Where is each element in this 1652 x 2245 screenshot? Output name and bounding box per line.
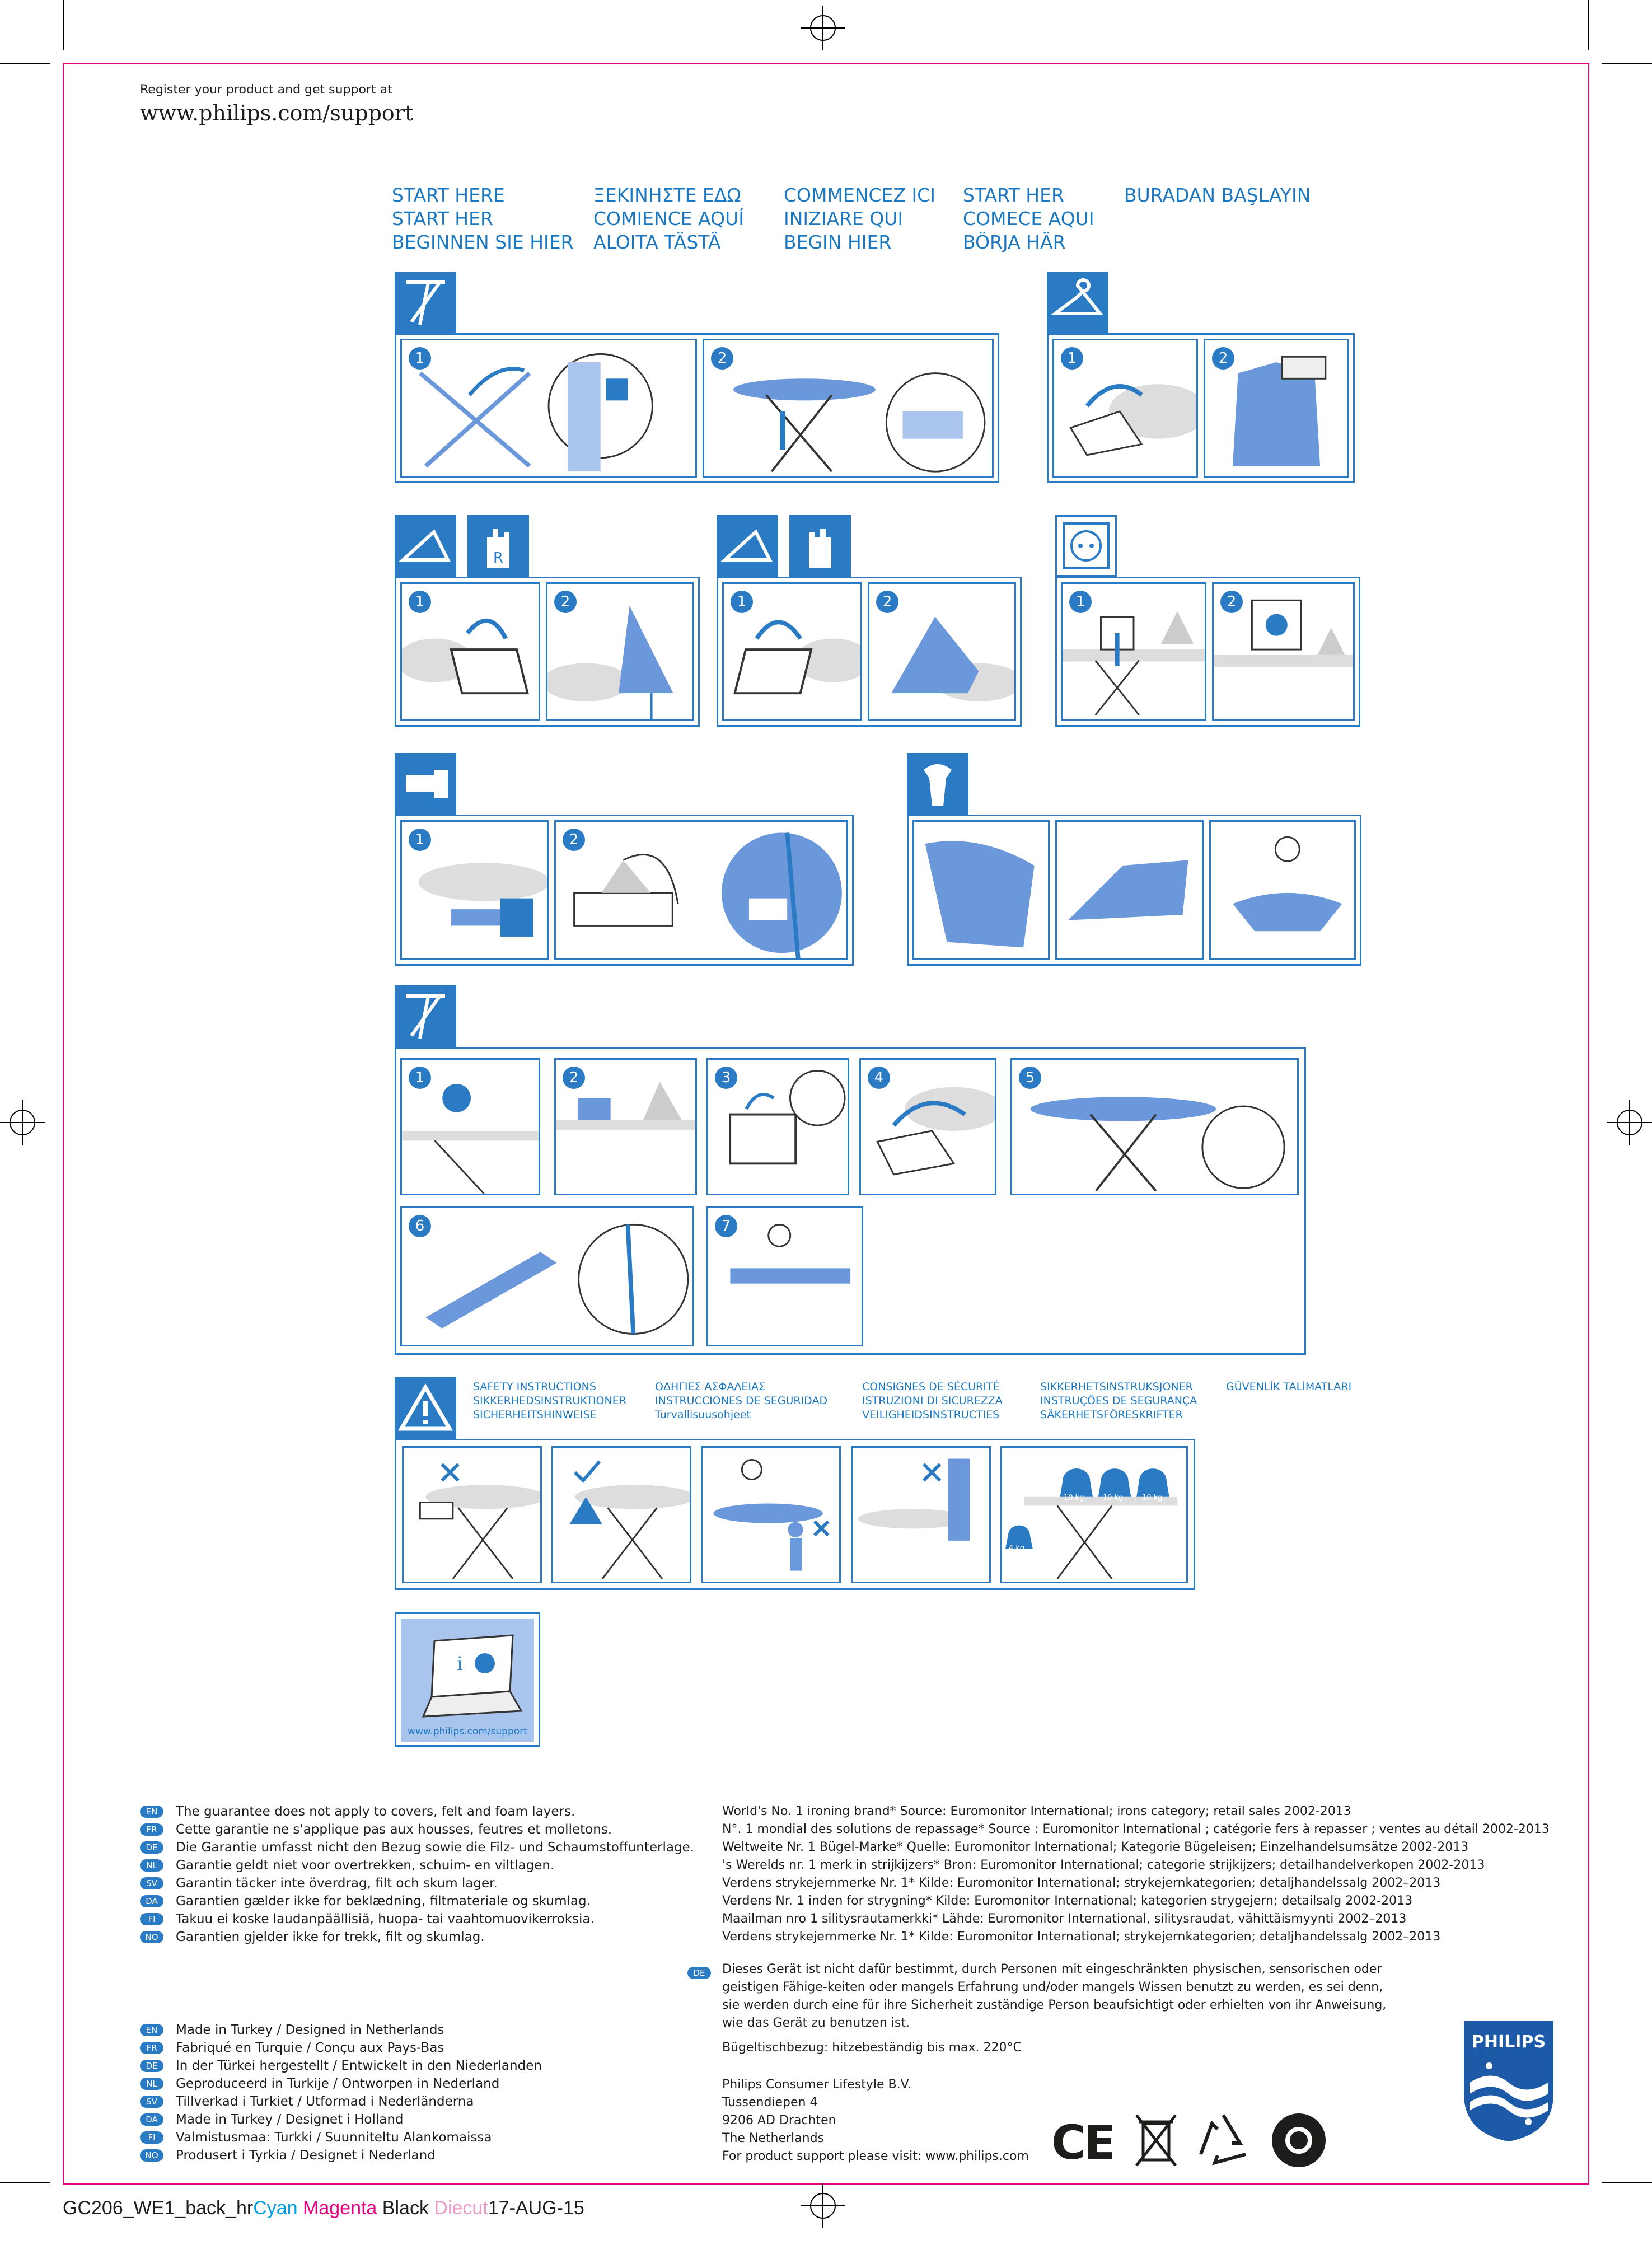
cord-holder-icon <box>395 753 456 815</box>
ok-rest-illustration <box>553 1448 690 1582</box>
step-number: 7 <box>715 1215 737 1237</box>
step-number: 4 <box>868 1067 890 1089</box>
de-notice-line: sie werden durch eine für ihre Sicherheit zuständige Person beaufsichtigt oder erhielten von ihr Anweisung, <box>722 1998 1387 2012</box>
start-here-text: ALOITA TÄSTÄ <box>593 231 721 253</box>
shoulder-step-2 <box>1055 820 1204 960</box>
hanger-step-2 <box>1204 339 1349 478</box>
brand-claim: 's Werelds nr. 1 merk in strijkijzers* Bron: Euromonitor International; categorie strijkijzers; detailhandelverkopen 2002-2013 <box>722 1858 1485 1872</box>
list-item <box>140 1910 694 1928</box>
guarantee-text: Garantin täcker inte överdrag, filt och skum lager. <box>176 1876 498 1891</box>
shirt-on-tip-illustration <box>914 822 1048 958</box>
hanger-glyph <box>1047 272 1108 333</box>
address-line: Tussendiepen 4 <box>722 2096 818 2110</box>
svg-text:i: i <box>457 1653 463 1675</box>
address-line: For product support please visit: www.philips.com <box>722 2149 1029 2163</box>
register-text: Register your product and get support at <box>140 83 392 97</box>
registration-mark <box>0 1100 45 1145</box>
safety-max-load <box>1000 1446 1188 1583</box>
start-here-col-3 <box>784 184 935 254</box>
list-item <box>140 1821 694 1839</box>
safety-col-3 <box>862 1380 1003 1422</box>
sleeve-illustration <box>1057 822 1202 958</box>
start-here-text: BEGINNEN SIE HIER <box>392 231 574 253</box>
de-notice-line: wie das Gerät zu benutzen ist. <box>722 2016 910 2030</box>
person-ironing-illustration <box>1211 822 1354 958</box>
list-item <box>140 1928 694 1946</box>
step-number: 2 <box>563 1067 585 1089</box>
safety-heading: ΟΔΗΓΙΕΣ ΑΣΦΑΛΕΙΑΣ <box>655 1381 766 1393</box>
lang-badge: EN <box>140 2024 163 2036</box>
lang-badge: FI <box>140 2131 163 2144</box>
iron-rest-step-2 <box>546 582 694 721</box>
weight-label: 10 kg <box>1064 1494 1084 1502</box>
ce-mark: CE <box>1051 2115 1114 2170</box>
socket-step-2 <box>1212 582 1355 721</box>
iron-rest-step-1 <box>400 582 540 721</box>
safety-heading: INSTRUCCIONES DE SEGURIDAD <box>655 1395 828 1407</box>
board-height-illustration <box>704 340 992 476</box>
slug-date: 17-AUG-15 <box>488 2197 584 2219</box>
safety-no-children <box>701 1446 841 1583</box>
hanger-step-1 <box>1052 339 1198 478</box>
safety-heading: GÜVENLİK TALİMATLARI <box>1226 1381 1352 1393</box>
fold-away-step-5 <box>1010 1058 1299 1195</box>
iron-glyph <box>717 515 778 577</box>
guarantee-text: Cette garantie ne s'applique pas aux housses, feutres et molletons. <box>176 1822 612 1837</box>
lang-badge: FR <box>140 1823 163 1836</box>
lang-badge: FR <box>140 2042 163 2054</box>
de-notice-line: Dieses Gerät ist nicht dafür bestimmt, durch Personen mit eingeschränkten physischen, sensorischen oder <box>722 1962 1382 1976</box>
list-item <box>140 2039 542 2057</box>
step-number: 1 <box>409 347 431 370</box>
no-rest-illustration <box>404 1448 540 1582</box>
slug-cyan: Cyan <box>253 2197 298 2219</box>
made-in-text: Tillverkad i Turkiet / Utformad i Nederländerna <box>176 2094 474 2109</box>
start-here-text: START HERE <box>392 184 505 206</box>
weight-label: 10 kg <box>1142 1494 1163 1502</box>
support-box[interactable] <box>395 1612 540 1747</box>
green-dot-icon <box>1268 2110 1330 2171</box>
guarantee-text: Garantien gjelder ikke for trekk, filt og skumlag. <box>176 1930 485 1944</box>
registration-mark <box>801 6 845 50</box>
lang-badge: SV <box>140 1877 163 1889</box>
right-hand-icon <box>467 515 529 577</box>
step-number: 1 <box>1069 591 1092 613</box>
philips-logo-text: PHILIPS <box>1471 2032 1546 2052</box>
start-here-text: INIZIARE QUI <box>784 208 904 230</box>
start-here-text: COMMENCEZ ICI <box>784 184 935 206</box>
max-load-illustration <box>1002 1448 1186 1582</box>
safety-heading: SAFETY INSTRUCTIONS <box>473 1381 596 1393</box>
guarantee-list <box>140 1803 694 1946</box>
fold-away-step-6 <box>400 1206 694 1346</box>
start-here-text: BURADAN BAŞLAYIN <box>1124 184 1311 206</box>
list-item <box>140 2057 542 2075</box>
made-in-text: Made in Turkey / Designed in Netherlands <box>176 2023 444 2037</box>
print-slug <box>63 2197 584 2219</box>
start-here-text: START HER <box>392 208 493 230</box>
slug-diecut: Diecut <box>434 2197 488 2219</box>
brand-claims <box>722 1803 1550 1946</box>
fold-away-step-4 <box>859 1058 996 1195</box>
board-tip-glyph <box>907 753 968 815</box>
fold-away-step-3 <box>706 1058 849 1195</box>
iron-rest-icon <box>395 515 456 577</box>
shoulder-step-1 <box>912 820 1050 960</box>
list-item <box>140 2093 542 2111</box>
weight-label: 4 kg <box>1009 1544 1025 1552</box>
lang-badge: DA <box>140 2113 163 2126</box>
board-setup-step-2 <box>703 339 994 478</box>
warning-icon <box>395 1377 456 1439</box>
list-item <box>140 2021 542 2039</box>
safety-ok-rest <box>551 1446 691 1583</box>
slug-magenta: Magenta <box>303 2197 377 2219</box>
list-item <box>140 2146 542 2164</box>
warning-triangle-glyph <box>395 1377 456 1439</box>
board-fold-glyph <box>395 985 456 1047</box>
safety-heading: Turvallisuusohjeet <box>655 1409 751 1421</box>
hand-l-glyph <box>789 515 851 577</box>
fold-away-icon <box>395 985 456 1047</box>
made-in-text: In der Türkei hergestellt / Entwickelt in den Niederlanden <box>176 2059 542 2073</box>
start-here-col-2 <box>593 184 744 254</box>
step-number: 2 <box>554 591 577 613</box>
shoulder-tip-icon <box>907 753 968 815</box>
lang-badge: NL <box>140 1859 163 1872</box>
crop-mark <box>1588 0 1589 50</box>
list-item <box>140 2129 542 2146</box>
crop-mark <box>0 2182 50 2183</box>
support-box-url[interactable]: www.philips.com/support <box>408 1726 527 1737</box>
lower-board-illustration <box>1012 1060 1297 1194</box>
de-notice <box>722 1961 1386 2057</box>
lang-badge: FI <box>140 1913 163 1925</box>
step-number: 6 <box>409 1215 431 1237</box>
lang-badge: DE <box>140 2060 163 2072</box>
start-here-text: ΞΕΚΙΝΗΣΤΕ ΕΔΩ <box>593 184 741 206</box>
recycle-icon <box>1192 2110 1254 2171</box>
brand-claim: Weltweite Nr. 1 Bügel-Marke* Quelle: Euromonitor International; Kategorie Bügeleisen; Einzelhandelsumsätze 2002-2013 <box>722 1840 1469 1854</box>
weight-label: 10 kg <box>1103 1494 1124 1502</box>
start-here-col-1 <box>392 184 574 254</box>
lang-badge: EN <box>140 1806 163 1818</box>
registration-mark <box>801 2183 845 2228</box>
step-number: 1 <box>731 591 753 613</box>
brand-claim: Maailman nro 1 silitysrautamerkki* Lähde: Euromonitor International, silitysraudat, vähittäismyynti 2002–2013 <box>722 1912 1407 1926</box>
guarantee-text: Garantien gælder ikke for beklædning, filtmateriale og skumlag. <box>176 1894 591 1909</box>
crop-mark <box>1602 63 1652 64</box>
svg-text:R: R <box>493 550 504 567</box>
start-here-text: BÖRJA HÄR <box>963 231 1066 253</box>
guarantee-text: The guarantee does not apply to covers, felt and foam layers. <box>176 1804 575 1819</box>
guarantee-text: Die Garantie umfasst nicht den Bezug sowie die Filz- und Schaumstoffunterlage. <box>176 1840 694 1855</box>
step-number: 1 <box>409 829 431 851</box>
list-item <box>140 2111 542 2129</box>
brand-claim: N°. 1 mondial des solutions de repassage* Source : Euromonitor International ; catégorie fers à repasser ; ventes au détail 2002-2013 <box>722 1822 1550 1836</box>
brand-claim: Verdens strykejernmerke Nr. 1* Kilde: Euromonitor International; strykejernkategorien; detaljhandelssalg 2002–2013 <box>722 1930 1441 1944</box>
start-here-text: BEGIN HIER <box>784 231 892 253</box>
guarantee-text: Takuu ei koske laudanpäällisiä, huopa- tai vaahtomuovikerroksia. <box>176 1912 595 1926</box>
made-in-text: Made in Turkey / Designet i Holland <box>176 2112 404 2127</box>
safety-heading: ISTRUZIONI DI SICUREZZA <box>862 1395 1003 1407</box>
brand-claim: Verdens Nr. 1 inden for strygning* Kilde: Euromonitor International; kategorien strygejern; detailsalg 2002-2013 <box>722 1894 1413 1908</box>
hanger-icon <box>1047 272 1108 333</box>
socket-icon <box>1055 515 1117 577</box>
address-line: The Netherlands <box>722 2131 825 2145</box>
made-in-text: Geproduceerd in Turkije / Ontworpen in Nederland <box>176 2076 500 2091</box>
step-number: 1 <box>409 1067 431 1089</box>
close-legs-illustration <box>402 1208 692 1345</box>
cord-holder-step-1 <box>400 820 549 960</box>
lang-badge: DE <box>687 1967 711 1979</box>
fold-away-step-1 <box>400 1058 540 1195</box>
board-unfold-illustration <box>402 340 695 476</box>
step-number: 1 <box>409 591 431 613</box>
safety-heading: CONSIGNES DE SÉCURITÉ <box>862 1381 1000 1393</box>
left-hand-icon <box>789 515 851 577</box>
iron-rest-left-step-2 <box>868 582 1016 721</box>
ironing-board-icon <box>395 272 456 333</box>
lang-badge: DA <box>140 1895 163 1907</box>
laptop-icon <box>401 1619 534 1725</box>
step-number: 2 <box>876 591 898 613</box>
iron-rest-left-icon <box>717 515 778 577</box>
cord-holder-step-2 <box>554 820 848 960</box>
safety-heading: VEILIGHEIDSINSTRUCTIES <box>862 1409 1000 1421</box>
lang-badge: DE <box>140 1841 163 1854</box>
lang-badge: NO <box>140 1931 163 1943</box>
cord-route-illustration <box>556 822 846 958</box>
brand-claim: World's No. 1 ironing brand* Source: Euromonitor International; irons category; retail sales 2002-2013 <box>722 1804 1351 1818</box>
lang-badge: SV <box>140 2096 163 2108</box>
address-line: 9206 AD Drachten <box>722 2113 836 2127</box>
registration-mark <box>1607 1100 1652 1145</box>
made-in-text: Fabriqué en Turquie / Conçu aux Pays-Bas <box>176 2041 444 2055</box>
start-here-text: START HER <box>963 184 1064 206</box>
no-sitting-illustration <box>853 1448 989 1582</box>
made-in-text: Produsert i Tyrkia / Designet i Nederland <box>176 2148 436 2163</box>
start-here-text: COMIENCE AQUÍ <box>593 208 744 230</box>
crop-mark <box>63 0 64 50</box>
support-url[interactable]: www.philips.com/support <box>140 101 414 125</box>
address-line: Philips Consumer Lifestyle B.V. <box>722 2078 911 2092</box>
safety-heading: SICHERHEITSHINWEISE <box>473 1409 597 1421</box>
step-number: 2 <box>1220 591 1243 613</box>
lang-badge: NL <box>140 2078 163 2090</box>
guarantee-text: Garantie geldt niet voor overtrekken, schuim- en viltlagen. <box>176 1858 555 1873</box>
board-setup-step-1 <box>400 339 697 478</box>
made-in-list <box>140 2021 542 2164</box>
made-in-text: Valmistusmaa: Turkki / Suunniteltu Alankomaissa <box>176 2130 492 2145</box>
step-number: 2 <box>563 829 585 851</box>
hand-r-glyph <box>467 515 529 577</box>
no-children-illustration <box>703 1448 839 1582</box>
address-block <box>722 2076 1029 2166</box>
board-setup-glyph <box>395 272 456 333</box>
fold-away-step-2 <box>554 1058 697 1195</box>
crop-mark <box>1602 2182 1652 2183</box>
slug-file: GC206_WE1_back_hr <box>63 2197 254 2219</box>
safety-no-bare-rest <box>402 1446 542 1583</box>
step-number: 2 <box>711 347 733 370</box>
list-item <box>140 1856 694 1874</box>
start-here-col-4 <box>963 184 1094 254</box>
list-item <box>140 1839 694 1856</box>
slug-black: Black <box>382 2197 429 2219</box>
safety-col-1 <box>473 1380 626 1422</box>
safety-col-5 <box>1226 1380 1351 1394</box>
start-here-text: COMECE AQUI <box>963 208 1094 230</box>
brand-claim: Verdens strykejernmerke Nr. 1* Kilde: Euromonitor International; strykejernkategorien; detaljhandelssalg 2002–2013 <box>722 1876 1441 1890</box>
list-item <box>140 1803 694 1821</box>
step-number: 3 <box>715 1067 737 1089</box>
fold-away-step-7 <box>706 1206 863 1346</box>
iron-rest-left-step-1 <box>722 582 862 721</box>
safety-heading: SÄKERHETSFÖRESKRIFTER <box>1040 1409 1183 1421</box>
step-number: 2 <box>1212 347 1234 370</box>
de-notice-line: geistigen Fähige-keiten oder mangels Erfahrung und/oder mangels Wissen benutzt zu werden, es sei denn, <box>722 1980 1383 1994</box>
shoulder-step-3 <box>1209 820 1356 960</box>
socket-glyph <box>1057 517 1115 575</box>
safety-no-sitting <box>851 1446 991 1583</box>
safety-heading: SIKKERHEDSINSTRUKTIONER <box>473 1395 626 1407</box>
hand-cord-glyph <box>395 753 456 815</box>
lang-badge: NO <box>140 2149 163 2162</box>
start-here-col-5 <box>1124 184 1311 207</box>
ironing-board-ref: Bügeltischbezug: hitzebeständig bis max. 220°C <box>722 2041 1022 2055</box>
safety-col-4 <box>1040 1380 1197 1422</box>
safety-heading: INSTRUÇÕES DE SEGURANÇA <box>1040 1395 1197 1407</box>
list-item <box>140 1874 694 1892</box>
socket-step-1 <box>1061 582 1206 721</box>
crop-mark <box>0 63 50 64</box>
list-item <box>140 1892 694 1910</box>
safety-col-2 <box>655 1380 827 1422</box>
step-number: 1 <box>1061 347 1083 370</box>
list-item <box>140 2075 542 2093</box>
iron-glyph <box>395 515 456 577</box>
step-number: 5 <box>1019 1067 1041 1089</box>
weee-bin-icon <box>1131 2110 1181 2171</box>
safety-heading: SIKKERHETSINSTRUKSJONER <box>1040 1381 1193 1393</box>
